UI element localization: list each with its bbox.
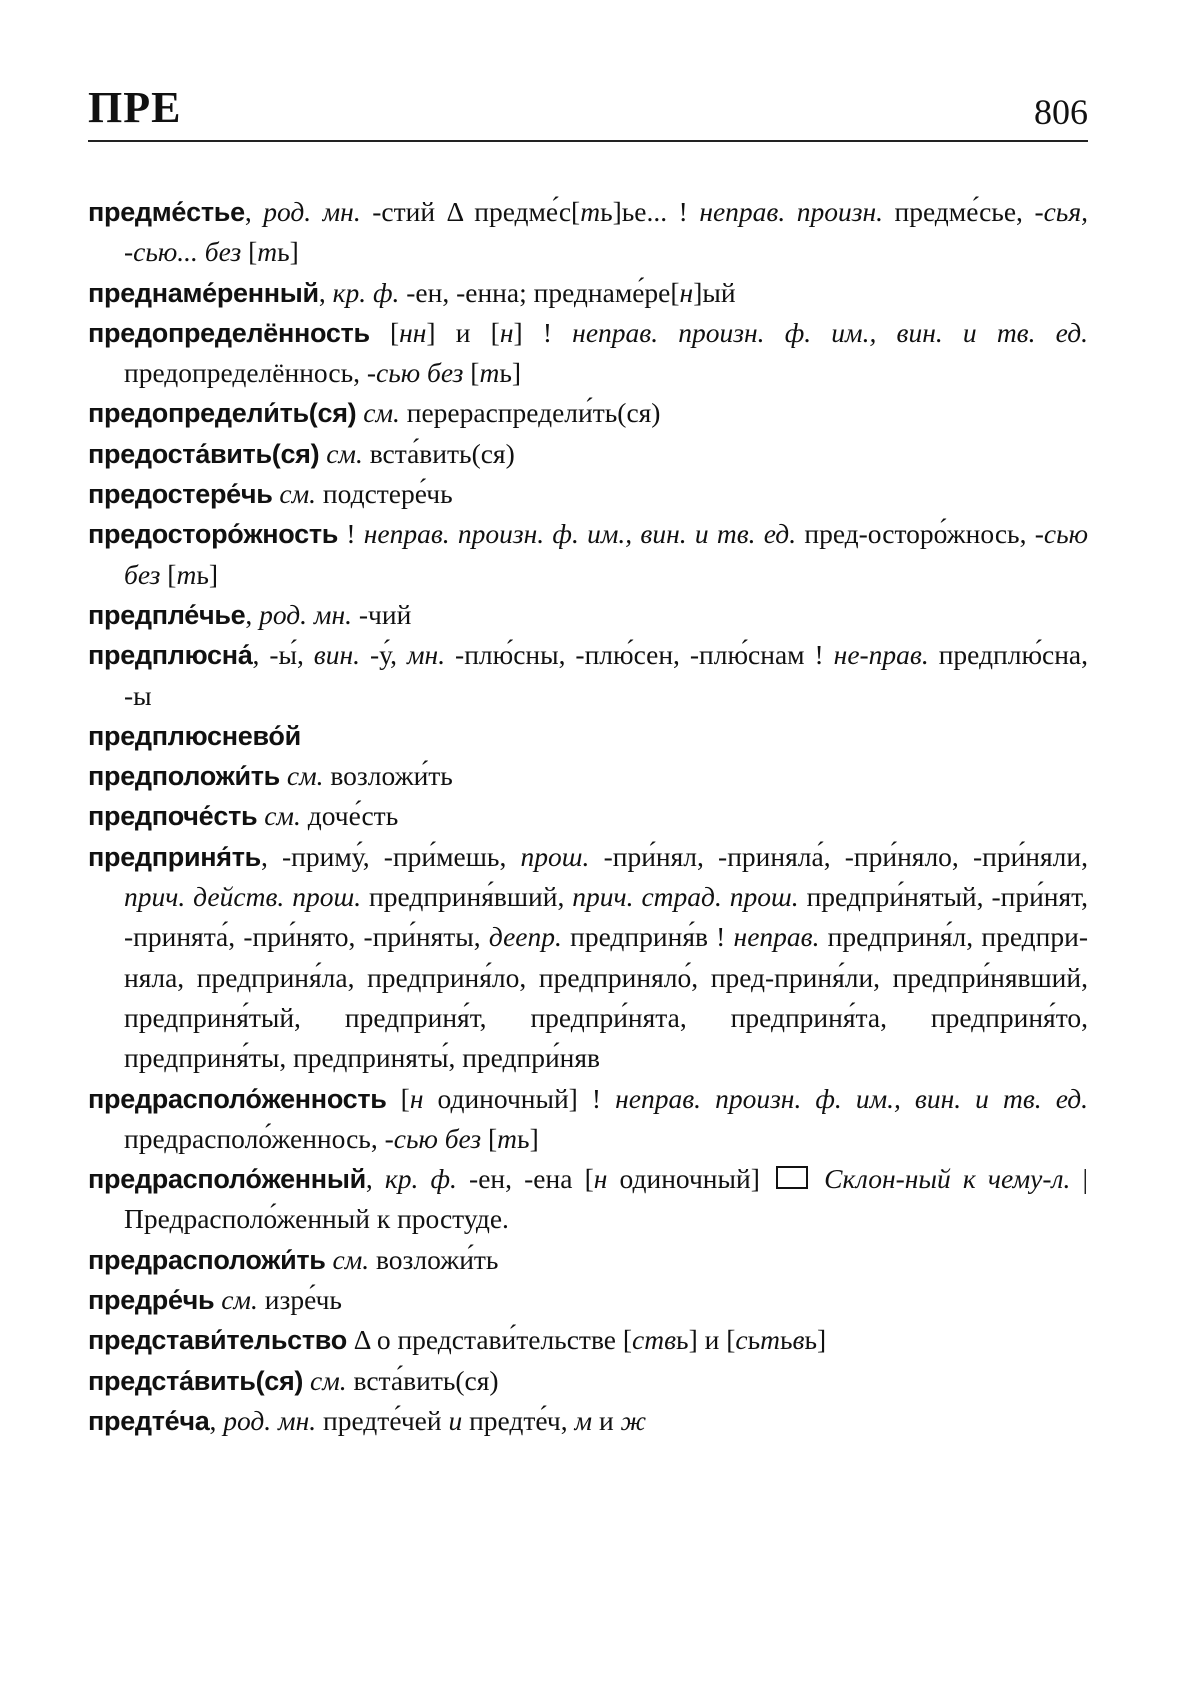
grammar-label: неправ. (733, 921, 820, 953)
dictionary-entry (88, 595, 1088, 635)
entry-text: предте́ч, (462, 1404, 575, 1436)
grammar-label: т (580, 196, 601, 227)
section-title: ПРЕ (88, 83, 182, 132)
page-number: 806 (1034, 92, 1088, 132)
entry-text (303, 1365, 310, 1396)
headword: предпоче́сть (88, 801, 258, 832)
dictionary-entry (88, 1361, 1088, 1401)
grammar-label: н (593, 1163, 608, 1195)
grammar-label: кр. ф. (384, 1163, 457, 1195)
grammar-label: мн. (407, 639, 446, 671)
dictionary-entry (88, 514, 1088, 595)
entry-text: одиночный] ! (423, 1082, 616, 1114)
entry-text: предрасполо́женнось, (124, 1122, 385, 1154)
grammar-label: ж (620, 1404, 647, 1436)
entry-text: перераспредели́ть(ся) (399, 397, 661, 429)
grammar-label: кр. ф. (332, 276, 400, 308)
grammar-label: род. мн. (223, 1404, 317, 1436)
entry-text: -стий Δ предме́с[ (360, 196, 581, 227)
grammar-label: прич. действ. прош. (124, 881, 362, 913)
grammar-label: деепр. (488, 921, 562, 953)
entry-text: , -приму́, -при́мешь, (260, 840, 521, 872)
entry-text: [ (369, 316, 400, 348)
headword: предте́ча (88, 1405, 210, 1436)
dictionary-entry (88, 434, 1088, 474)
entry-text: и (592, 1404, 621, 1436)
entry-text: -у́, (360, 639, 407, 671)
grammar-label: -сью без (366, 357, 464, 389)
entry-text: вста́вить(ся) (362, 437, 515, 469)
dictionary-entry (88, 1280, 1088, 1320)
entry-text: ] и [ (426, 316, 500, 348)
grammar-label: вин. (313, 639, 361, 671)
entry-text: возложи́ть (323, 760, 453, 792)
grammar-label: см. (326, 437, 363, 469)
entry-text (812, 1163, 824, 1194)
dictionary-entry (88, 273, 1088, 313)
grammar-label: т (257, 236, 278, 268)
grammar-label: см. (363, 397, 400, 429)
grammar-label: нн (399, 316, 427, 348)
headword: предпле́чье (88, 599, 246, 630)
entry-text: предме́сье, (882, 196, 1035, 227)
entry-text: | Предрасполо́женный к простуде. (124, 1163, 1089, 1235)
entry-text: ь] (517, 1122, 539, 1154)
entry-text: предпри́нятый, -при́нят, -принята́, -при́нято, -при́няты, (124, 881, 1088, 953)
grammar-label: в (792, 1324, 805, 1356)
entry-text: , (244, 196, 264, 227)
grammar-label: прич. страд. прош. (572, 881, 799, 913)
headword: предплюсна́ (88, 640, 253, 671)
entry-text: доче́сть (300, 800, 399, 832)
dictionary-entry (88, 1401, 1088, 1441)
entry-text: ь] (196, 558, 219, 590)
entry-text: -ен, -енна; преднаме́ре[ (399, 276, 680, 308)
entry-text: ь] (277, 236, 299, 268)
entry-text: -ен, -ена [ (456, 1163, 594, 1195)
dictionary-entry (88, 313, 1088, 394)
entry-text (280, 760, 287, 791)
grammar-label: н (409, 1082, 424, 1114)
entry-text: изре́чь (257, 1284, 342, 1316)
entry-text: [ (386, 1082, 410, 1114)
entry-text: , (365, 1163, 385, 1195)
grammar-label: т (176, 558, 197, 590)
dictionary-entry (88, 192, 1088, 273)
entry-text: , (209, 1404, 224, 1436)
entry-text: предте́чей (316, 1404, 449, 1436)
entry-text: ]ый (693, 276, 736, 308)
headword: предприня́ть (88, 841, 261, 872)
entry-text: одиночный] (607, 1163, 772, 1195)
headword: предрасполо́женный (88, 1164, 366, 1195)
headword: предостере́чь (88, 479, 273, 510)
dictionary-entry (88, 716, 1088, 756)
entry-text: , (245, 598, 260, 630)
entry-text: предприня́вший, (361, 881, 573, 913)
headword: предме́стье (88, 197, 245, 227)
dictionary-page (88, 78, 1088, 1441)
grammar-label: см. (286, 760, 324, 792)
grammar-label: т (479, 357, 500, 389)
entry-text: -плю́сны, -плю́сен, -плю́снам ! (445, 639, 834, 671)
grammar-label: см. (310, 1364, 347, 1396)
grammar-label: род. мн. (263, 196, 361, 227)
entry-text: ь (747, 1324, 761, 1356)
dictionary-entry (88, 837, 1088, 1079)
dictionary-entry (88, 474, 1088, 514)
headword: предрасполо́женность (88, 1083, 387, 1114)
grammar-label: -сью без (124, 518, 1088, 590)
headword: предопределённость (88, 317, 370, 348)
entry-text: пред-осторо́жнось, (796, 518, 1035, 550)
grammar-label: род. мн. (259, 598, 352, 630)
headword: предопредели́ть(ся) (88, 398, 357, 429)
grammar-label: и (448, 1404, 463, 1436)
grammar-label: т (497, 1122, 518, 1154)
grammar-label: без (204, 236, 242, 268)
entry-text: ь] и [ (676, 1324, 736, 1356)
grammar-label: см. (332, 1243, 370, 1275)
grammar-label: ств (632, 1324, 677, 1356)
entry-text: -чий (352, 598, 412, 630)
meaning-box-icon (776, 1166, 808, 1189)
dictionary-entry (88, 756, 1088, 796)
headword: преднаме́ренный (88, 277, 319, 308)
entry-text: ь]ье... ! (600, 196, 700, 227)
page-header (88, 78, 1088, 142)
entry-text: ь (780, 1324, 793, 1356)
entry-text: возложи́ть (369, 1243, 499, 1275)
entry-text: -при́нял, -приняла́, -при́няло, -при́няли, (589, 840, 1088, 872)
grammar-label: -сья, -сью... (124, 196, 1088, 268)
dictionary-entry (88, 1240, 1088, 1280)
grammar-label: с (735, 1324, 748, 1356)
dictionary-entry (88, 796, 1088, 836)
grammar-label: -сью без (384, 1122, 482, 1154)
entry-text: подстере́чь (316, 478, 453, 510)
entry-text: ь] (804, 1324, 827, 1356)
entry-text: [ (463, 357, 480, 389)
dictionary-entry (88, 635, 1088, 716)
grammar-label: не-прав. (833, 639, 929, 671)
grammar-label: см. (221, 1284, 258, 1316)
entry-text: предплю́сна, -ы (124, 639, 1089, 711)
dictionary-entry (88, 1159, 1088, 1240)
headword: предосторо́жность (88, 519, 339, 550)
entry-text: предприня́л, предпри-няла, предприня́ла, предприня́ло, предприняло́, пред-приня́ли, предпри́нявший, предприня́тый, предприня́т, предпри́нята, предприня́та, предприня́то, предприня́ты, предприняты́, предпри́няв (124, 921, 1088, 1074)
headword: предплюснево́й (88, 720, 301, 751)
grammar-label: н (499, 316, 514, 348)
grammar-label: см. (279, 478, 317, 510)
headword: представи́тельство (88, 1325, 347, 1356)
headword: предрасположи́ть (88, 1244, 326, 1275)
dictionary-entry (88, 1320, 1088, 1360)
entry-text: ! (338, 518, 364, 550)
entry-text (198, 236, 205, 267)
entry-text: вста́вить(ся) (346, 1364, 499, 1396)
entry-text: , (318, 276, 333, 308)
entry-text: [ (160, 558, 177, 590)
grammar-label: неправ. произн. (699, 196, 883, 227)
grammar-label: н (679, 276, 694, 308)
headword: предоста́вить(ся) (88, 438, 320, 469)
headword: предположи́ть (88, 761, 280, 792)
grammar-label: м (574, 1404, 593, 1436)
entry-text: [ (241, 236, 258, 268)
grammar-label: неправ. произн. ф. им., вин. и тв. ед. (363, 518, 797, 550)
entry-text: [ (481, 1122, 498, 1154)
headword: предре́чь (88, 1285, 215, 1316)
grammar-label: прош. (520, 840, 590, 872)
entry-text: предприня́в ! (561, 921, 734, 953)
grammar-label: неправ. произн. ф. им., вин. и тв. ед. (615, 1082, 1088, 1114)
entry-text: предопределённось, (124, 357, 367, 389)
grammar-label: см. (264, 800, 301, 832)
dictionary-entry (88, 393, 1088, 433)
dictionary-entry (88, 1079, 1088, 1160)
headword: предста́вить(ся) (88, 1365, 304, 1396)
entry-text: ь] (499, 357, 522, 389)
entry-text: , -ы́, (252, 639, 314, 671)
grammar-label: неправ. произн. ф. им., вин. и тв. ед. (572, 316, 1088, 348)
entry-list (88, 192, 1088, 1441)
grammar-label: Склон-ный к чему-л. (824, 1163, 1071, 1195)
entry-text: ] ! (513, 316, 573, 348)
entry-text: Δ о представи́тельстве [ (346, 1324, 633, 1356)
grammar-label: т (760, 1324, 780, 1356)
